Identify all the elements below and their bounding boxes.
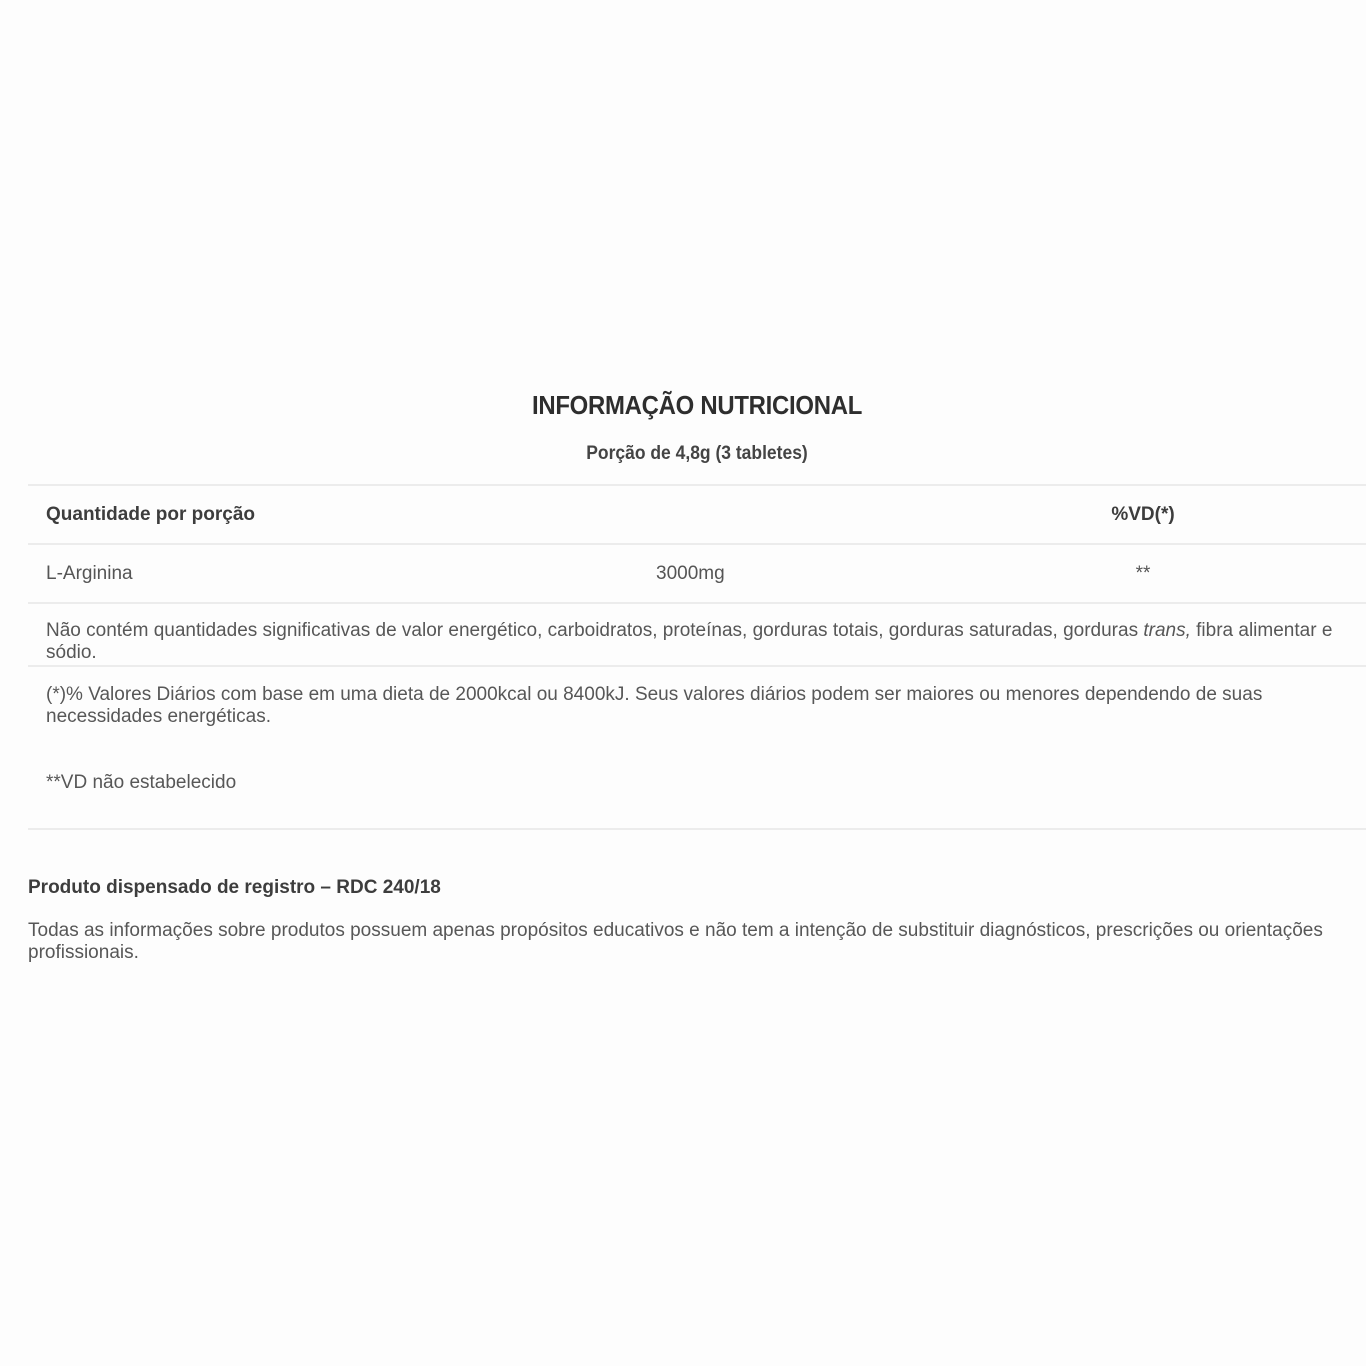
not-significant-text-italic: trans,: [1143, 620, 1191, 641]
legal-footer: [28, 874, 1328, 964]
daily-values-note: (*)% Valores Diários com base em uma dieta de 2000kcal ou 8400kJ. Seus valores diários podem ser maiores ou menores dependendo de suas necessidades energéticas.: [46, 684, 1263, 727]
not-significant-text-suffix: fibra alimentar e sódio.: [46, 620, 1333, 663]
nutrition-title: INFORMAÇÃO NUTRICIONAL: [531, 390, 863, 420]
not-significant-note: [28, 604, 1366, 667]
registration-statement: Produto dispensado de registro – RDC 240/18: [28, 877, 441, 898]
nutrient-amount: 3000mg: [656, 563, 725, 584]
not-significant-text-prefix: Não contém quantidades significativas de valor energético, carboidratos, proteínas, gorduras totais, gorduras saturadas, gorduras: [46, 620, 1144, 641]
header-quantity-per-portion: Quantidade por porção: [46, 504, 256, 525]
table-row: [28, 545, 1366, 604]
nutrition-facts-panel: [28, 384, 1366, 830]
educational-disclaimer: Todas as informações sobre produtos possuem apenas propósitos educativos e não tem a intenção de substituir diagnósticos, prescrições ou orientações profissionais.: [28, 920, 1323, 963]
nutrition-table: [28, 484, 1366, 830]
header-daily-value: %VD(*): [1111, 504, 1175, 525]
dv-not-established-note: **VD não estabelecido: [28, 728, 1366, 830]
nutrient-daily-value: **: [1135, 563, 1151, 584]
portion-size: Porção de 4,8g (3 tabletes): [586, 443, 808, 464]
table-header-row: [28, 486, 1366, 545]
nutrient-name: L-Arginina: [46, 563, 133, 584]
